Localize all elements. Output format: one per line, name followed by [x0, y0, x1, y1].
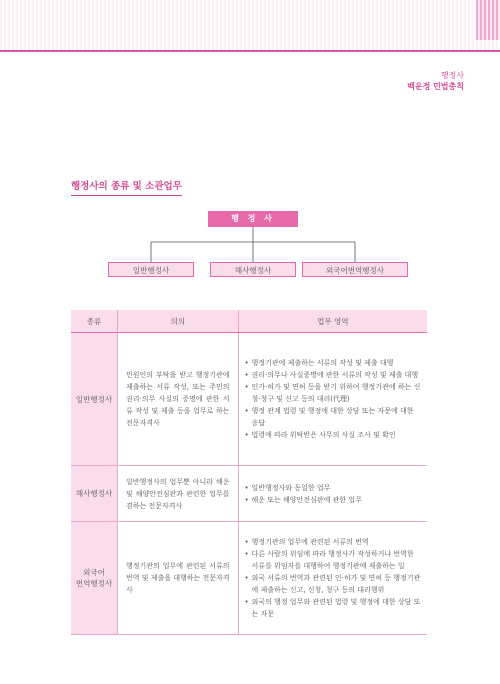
row-meaning: 일반행정사의 업무뿐 아니라 해운 및 해양안전심판과 관련한 업무를 겸하는 전문자격사	[117, 466, 238, 522]
table-header-row	[71, 310, 427, 333]
tree-root: 행 정 사	[208, 211, 298, 227]
duty-item: • 행정기관의 업무에 관련된 서류의 번역	[245, 536, 421, 548]
row-duties	[238, 333, 427, 466]
row-type: 외국어 번역행정사	[71, 522, 117, 635]
row-type: 해사행정사	[71, 466, 117, 522]
running-header-title: 행정사	[440, 71, 464, 80]
tree-child-general: 일반행정사	[108, 262, 194, 277]
duty-item: • 다른 사람의 위임에 따라 행정사가 작성하거나 번역한 서류를 위임자를 대행하여 행정기관에 제출하는 일	[245, 548, 421, 572]
row-duties	[238, 466, 427, 522]
duty-item: • 법령에 따라 위탁받은 사무의 사실 조사 및 확인	[245, 429, 421, 441]
row-meaning: 행정기관의 업무에 관련된 서류의 번역 및 제출을 대행하는 전문자격사	[117, 522, 238, 635]
duty-item: • 인가·허가 및 면허 등을 받기 위하여 행정기관에 하는 신청·청구 및 신고 등의 대리(代理)	[245, 381, 421, 405]
table-header-meaning: 의의	[117, 310, 238, 333]
tree-child-translation: 외국어번역행정사	[302, 262, 408, 277]
table-row	[71, 333, 427, 466]
duty-item: • 해운 또는 해양안전심판에 관한 업무	[245, 494, 421, 506]
duty-item: • 권리·의무나 사실증명에 관한 서류의 작성 및 제출 대행	[245, 369, 421, 381]
duty-table	[71, 310, 427, 635]
running-header-subtitle: 백운정 민법총칙	[407, 82, 464, 91]
duty-item: • 행정기관에 제출하는 서류의 작성 및 제출 대행	[245, 357, 421, 369]
duty-item: • 외국의 행정 업무와 관련된 법령 및 행정에 대한 상담 또는 자문	[245, 596, 421, 620]
duty-item: • 외국 서류의 번역과 관련된 인·허가 및 면허 등 행정기관에 제출하는 신고, 신청, 청구 등의 대리행위	[245, 572, 421, 596]
table-row	[71, 466, 427, 522]
section-title: 행정사의 종류 및 소관업무	[71, 178, 182, 196]
table-header-type: 종류	[71, 310, 117, 333]
table-row	[71, 522, 427, 635]
table-header-duties: 업무 영역	[238, 310, 427, 333]
row-type: 일반행정사	[71, 333, 117, 466]
row-meaning: 민원인의 부탁을 받고 행정기관에 제출하는 서류 작성, 또는 주민의 권리·의무 사실의 증명에 관한 서류 작성 및 제출 등을 업무로 하는 전문자격사	[117, 333, 238, 466]
row-duties	[238, 522, 427, 635]
duty-item: • 행정 관계 법령 및 행정에 대한 상담 또는 자문에 대한 응답	[245, 405, 421, 429]
duty-item: • 일반행정사와 동일한 업무	[245, 482, 421, 494]
tree-child-maritime: 해사행정사	[210, 262, 296, 277]
